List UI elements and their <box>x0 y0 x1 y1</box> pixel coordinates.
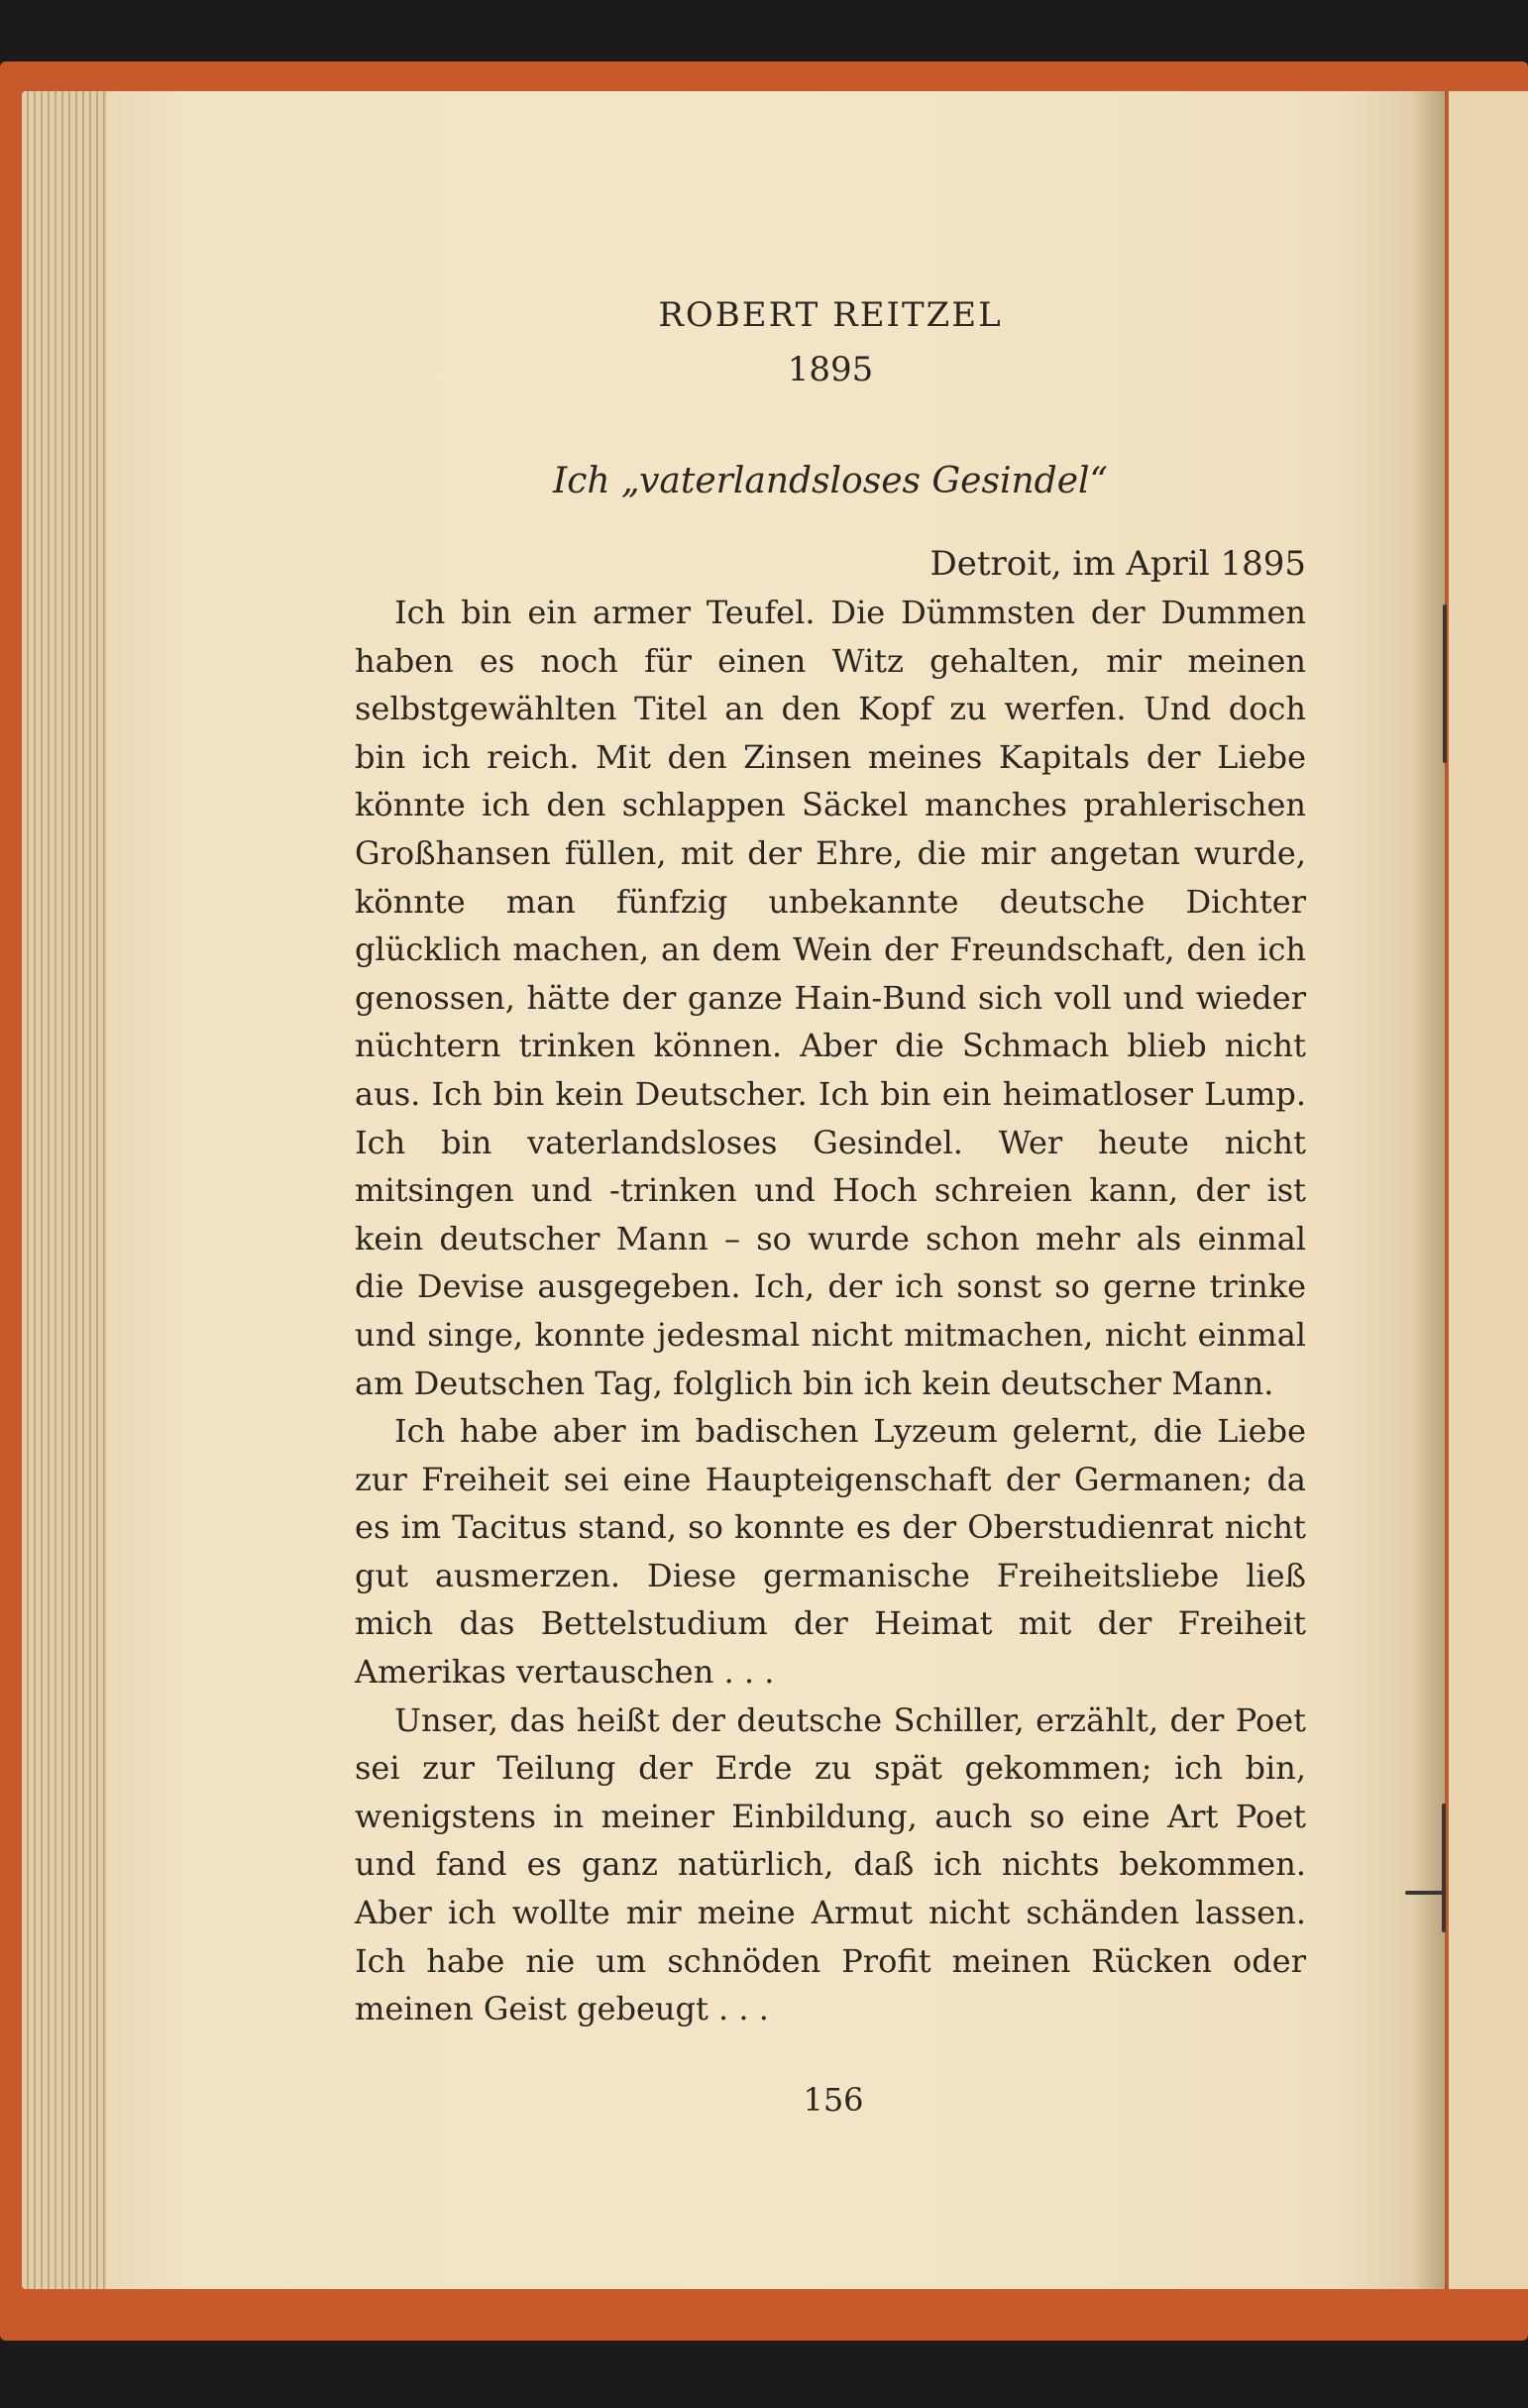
page-text <box>355 285 1306 2033</box>
page-number: 156 <box>803 2081 864 2119</box>
binding-thread <box>1405 1891 1445 1895</box>
adjacent-page <box>1449 91 1528 2289</box>
page-gutter <box>1412 91 1447 2289</box>
paragraph: Ich habe aber im badischen Lyzeum gelernt, die Liebe zur Freiheit sei eine Haupteigenschaft der Germanen; da es im Tacitus stand, so konnte es der Oberstudienrat nicht gut ausmerzen. Diese germanische Freiheitsliebe ließ mich das Bettelstudium der Heimat mit der Freiheit Amerikas vertauschen . . . <box>355 1412 1306 1692</box>
year-heading: 1895 <box>787 350 874 389</box>
author-heading: ROBERT REITZEL <box>658 295 1003 335</box>
dateline: Detroit, im April 1895 <box>929 544 1306 584</box>
binding-thread <box>1442 1804 1446 1932</box>
page-edges <box>22 91 121 2289</box>
binding-thread <box>1443 604 1447 763</box>
paragraph: Ich bin ein armer Teufel. Die Dümmsten der Dummen haben es noch für einen Witz gehalten, mir meinen selbstgewählten Titel an den Kopf zu werfen. Und doch bin ich reich. Mit den Zinsen meines Kapitals der Liebe könnte ich den schlappen Säckel manches prahlerischen Großhansen füllen, mit der Ehre, die mir angetan wurde, könnte man fünfzig unbekannte deutsche Dichter glücklich machen, an dem Wein der Freundschaft, den ich genossen, hätte der ganze Hain-Bund sich voll und wieder nüchtern trinken können. Aber die Schmach blieb nicht aus. Ich bin kein Deutscher. Ich bin ein heimatloser Lump. Ich bin vaterlandsloses Gesindel. Wer heute nicht mitsingen und -trinken und Hoch schreien kann, der ist kein deutscher Mann – so wurde schon mehr als einmal die Devise ausgegeben. Ich, der ich sonst so gerne trinke und singe, konnte jedesmal nicht mitmachen, nicht einmal am Deutschen Tag, folglich bin ich kein deutscher Mann. <box>355 594 1306 1402</box>
chapter-title: Ich „vaterlandsloses Gesindel“ <box>553 461 1108 501</box>
paragraph: Unser, das heißt der deutsche Schiller, erzählt, der Poet sei zur Teilung der Erde zu spät gekommen; ich bin, wenigstens in meiner Einbildung, auch so eine Art Poet und fand es ganz natürlich, daß ich nichts bekommen. Aber ich wollte mir meine Armut nicht schänden lassen. Ich habe nie um schnöden Profit meinen Rücken oder meinen Geist gebeugt . . . <box>355 1700 1306 2028</box>
